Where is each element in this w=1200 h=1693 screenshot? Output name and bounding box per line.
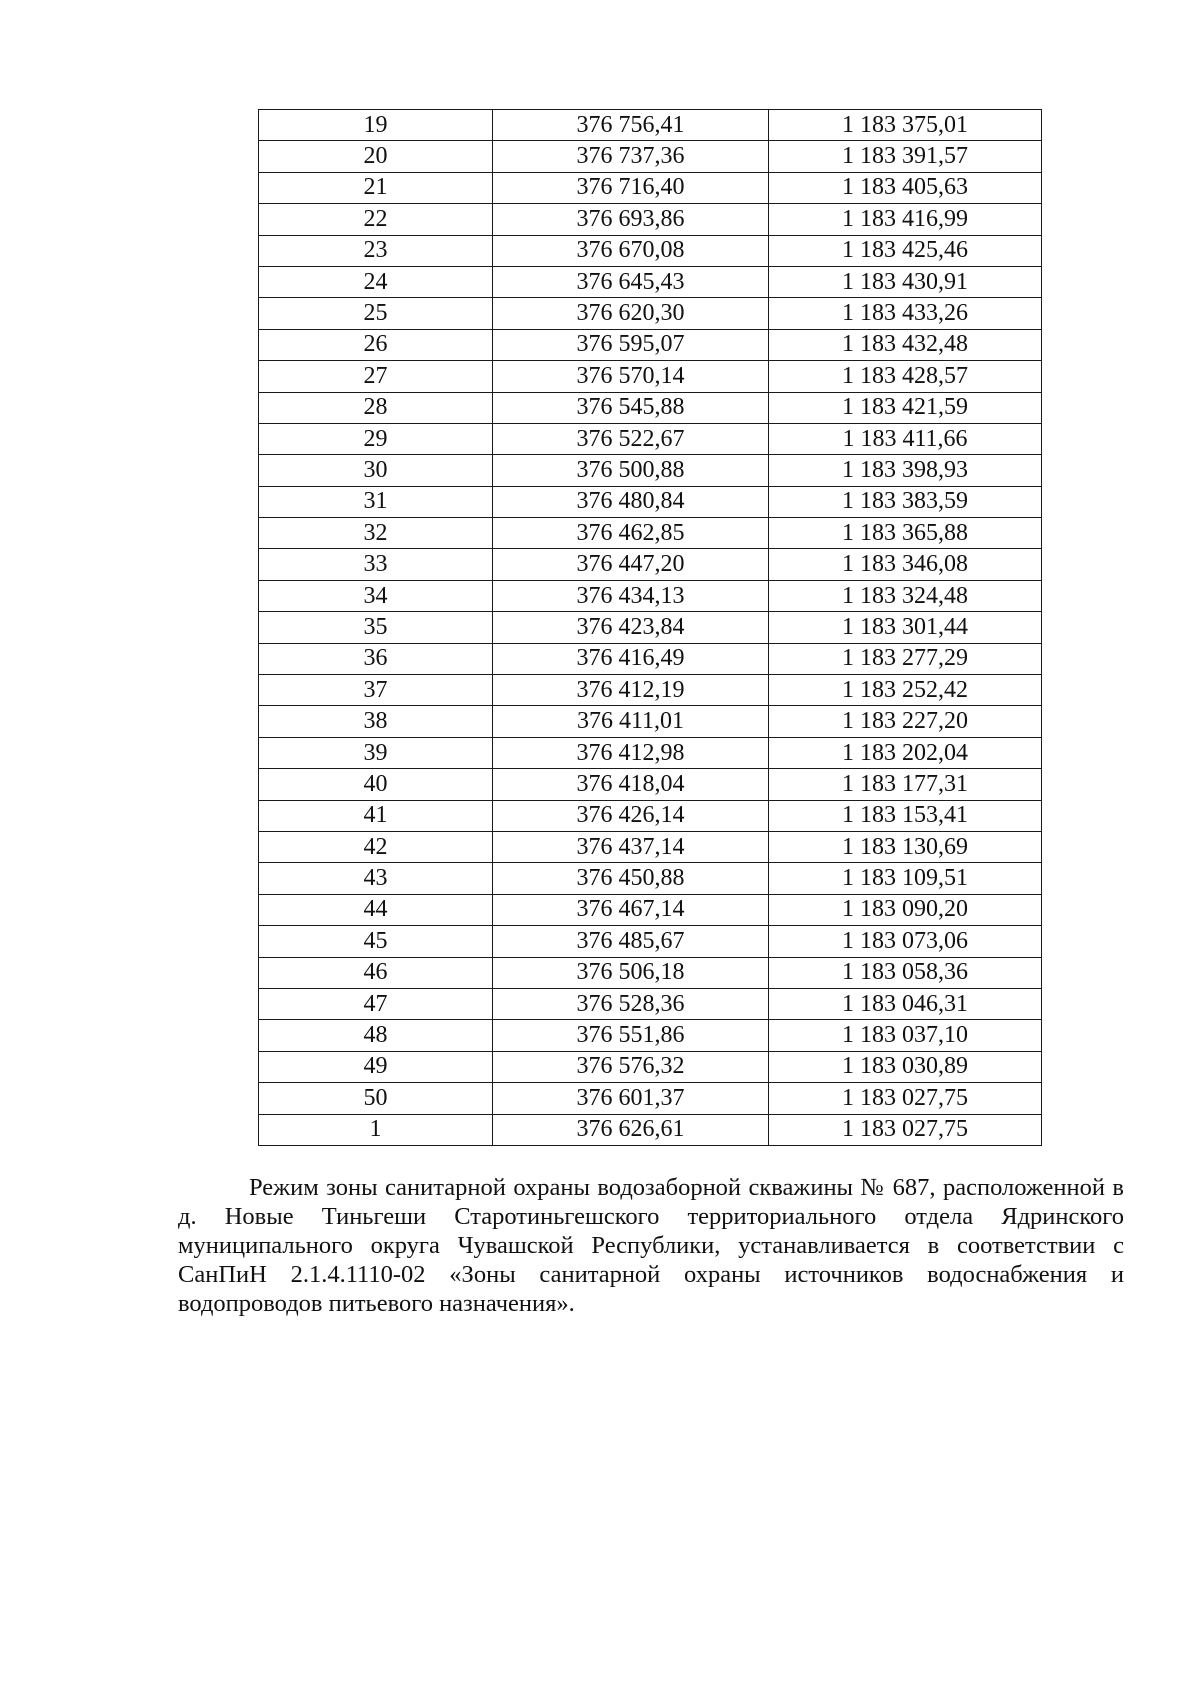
y-coordinate-cell: 1 183 177,31 [769, 769, 1042, 800]
y-coordinate-cell: 1 183 027,75 [769, 1114, 1042, 1145]
sanitary-zone-paragraph: Режим зоны санитарной охраны водозаборной скважины № 687, расположенной в д. Новые Тиньгеши Старотиньгешского территориального отдела Ядринского муниципального округа Чувашской Республики, устанавливается в соответствии с СанПиН 2.1.4.1110-02 «Зоны санитарной охраны источников водоснабжения и водопроводов питьевого назначения». [178, 1174, 1124, 1317]
table-row [259, 486, 1042, 517]
x-coordinate-cell: 376 551,86 [493, 1020, 769, 1051]
table-row [259, 110, 1042, 141]
x-coordinate-cell: 376 480,84 [493, 486, 769, 517]
x-coordinate-cell: 376 545,88 [493, 392, 769, 423]
table-row [259, 580, 1042, 611]
table-row [259, 863, 1042, 894]
x-coordinate-cell: 376 620,30 [493, 298, 769, 329]
point-number-cell: 35 [259, 612, 493, 643]
table-row [259, 204, 1042, 235]
y-coordinate-cell: 1 183 037,10 [769, 1020, 1042, 1051]
point-number-cell: 48 [259, 1020, 493, 1051]
point-number-cell: 37 [259, 675, 493, 706]
point-number-cell: 23 [259, 235, 493, 266]
x-coordinate-cell: 376 462,85 [493, 518, 769, 549]
table-row [259, 675, 1042, 706]
point-number-cell: 47 [259, 988, 493, 1019]
table-row [259, 769, 1042, 800]
table-row [259, 643, 1042, 674]
x-coordinate-cell: 376 437,14 [493, 831, 769, 862]
y-coordinate-cell: 1 183 227,20 [769, 706, 1042, 737]
point-number-cell: 43 [259, 863, 493, 894]
y-coordinate-cell: 1 183 433,26 [769, 298, 1042, 329]
point-number-cell: 45 [259, 926, 493, 957]
y-coordinate-cell: 1 183 375,01 [769, 110, 1042, 141]
table-row [259, 957, 1042, 988]
point-number-cell: 33 [259, 549, 493, 580]
table-row [259, 926, 1042, 957]
table-row [259, 172, 1042, 203]
y-coordinate-cell: 1 183 430,91 [769, 266, 1042, 297]
x-coordinate-cell: 376 645,43 [493, 266, 769, 297]
coordinates-table [258, 109, 1042, 1146]
coordinates-table-body [259, 110, 1042, 1146]
y-coordinate-cell: 1 183 391,57 [769, 141, 1042, 172]
x-coordinate-cell: 376 434,13 [493, 580, 769, 611]
table-row [259, 1114, 1042, 1145]
x-coordinate-cell: 376 447,20 [493, 549, 769, 580]
point-number-cell: 49 [259, 1051, 493, 1082]
point-number-cell: 41 [259, 800, 493, 831]
table-row [259, 266, 1042, 297]
table-row [259, 1083, 1042, 1114]
y-coordinate-cell: 1 183 058,36 [769, 957, 1042, 988]
point-number-cell: 29 [259, 423, 493, 454]
point-number-cell: 34 [259, 580, 493, 611]
x-coordinate-cell: 376 485,67 [493, 926, 769, 957]
point-number-cell: 44 [259, 894, 493, 925]
x-coordinate-cell: 376 506,18 [493, 957, 769, 988]
table-row [259, 1020, 1042, 1051]
point-number-cell: 39 [259, 737, 493, 768]
table-row [259, 423, 1042, 454]
table-row [259, 518, 1042, 549]
y-coordinate-cell: 1 183 411,66 [769, 423, 1042, 454]
y-coordinate-cell: 1 183 346,08 [769, 549, 1042, 580]
point-number-cell: 25 [259, 298, 493, 329]
table-row [259, 455, 1042, 486]
y-coordinate-cell: 1 183 425,46 [769, 235, 1042, 266]
table-row [259, 392, 1042, 423]
point-number-cell: 28 [259, 392, 493, 423]
y-coordinate-cell: 1 183 432,48 [769, 329, 1042, 360]
y-coordinate-cell: 1 183 301,44 [769, 612, 1042, 643]
y-coordinate-cell: 1 183 416,99 [769, 204, 1042, 235]
y-coordinate-cell: 1 183 421,59 [769, 392, 1042, 423]
table-row [259, 298, 1042, 329]
y-coordinate-cell: 1 183 046,31 [769, 988, 1042, 1019]
x-coordinate-cell: 376 570,14 [493, 361, 769, 392]
point-number-cell: 24 [259, 266, 493, 297]
table-row [259, 800, 1042, 831]
x-coordinate-cell: 376 528,36 [493, 988, 769, 1019]
x-coordinate-cell: 376 467,14 [493, 894, 769, 925]
y-coordinate-cell: 1 183 324,48 [769, 580, 1042, 611]
x-coordinate-cell: 376 412,19 [493, 675, 769, 706]
table-row [259, 235, 1042, 266]
x-coordinate-cell: 376 716,40 [493, 172, 769, 203]
table-row [259, 894, 1042, 925]
point-number-cell: 46 [259, 957, 493, 988]
y-coordinate-cell: 1 183 130,69 [769, 831, 1042, 862]
x-coordinate-cell: 376 522,67 [493, 423, 769, 454]
point-number-cell: 31 [259, 486, 493, 517]
y-coordinate-cell: 1 183 027,75 [769, 1083, 1042, 1114]
y-coordinate-cell: 1 183 277,29 [769, 643, 1042, 674]
y-coordinate-cell: 1 183 383,59 [769, 486, 1042, 517]
point-number-cell: 22 [259, 204, 493, 235]
point-number-cell: 40 [259, 769, 493, 800]
point-number-cell: 27 [259, 361, 493, 392]
y-coordinate-cell: 1 183 202,04 [769, 737, 1042, 768]
table-row [259, 1051, 1042, 1082]
point-number-cell: 38 [259, 706, 493, 737]
x-coordinate-cell: 376 737,36 [493, 141, 769, 172]
point-number-cell: 20 [259, 141, 493, 172]
point-number-cell: 30 [259, 455, 493, 486]
point-number-cell: 19 [259, 110, 493, 141]
x-coordinate-cell: 376 412,98 [493, 737, 769, 768]
y-coordinate-cell: 1 183 073,06 [769, 926, 1042, 957]
table-row [259, 988, 1042, 1019]
point-number-cell: 1 [259, 1114, 493, 1145]
table-row [259, 361, 1042, 392]
table-row [259, 831, 1042, 862]
table-row [259, 549, 1042, 580]
x-coordinate-cell: 376 500,88 [493, 455, 769, 486]
y-coordinate-cell: 1 183 030,89 [769, 1051, 1042, 1082]
y-coordinate-cell: 1 183 090,20 [769, 894, 1042, 925]
x-coordinate-cell: 376 693,86 [493, 204, 769, 235]
y-coordinate-cell: 1 183 252,42 [769, 675, 1042, 706]
point-number-cell: 42 [259, 831, 493, 862]
table-row [259, 329, 1042, 360]
x-coordinate-cell: 376 595,07 [493, 329, 769, 360]
table-row [259, 706, 1042, 737]
point-number-cell: 50 [259, 1083, 493, 1114]
x-coordinate-cell: 376 670,08 [493, 235, 769, 266]
table-row [259, 612, 1042, 643]
point-number-cell: 26 [259, 329, 493, 360]
x-coordinate-cell: 376 601,37 [493, 1083, 769, 1114]
y-coordinate-cell: 1 183 153,41 [769, 800, 1042, 831]
x-coordinate-cell: 376 418,04 [493, 769, 769, 800]
point-number-cell: 32 [259, 518, 493, 549]
y-coordinate-cell: 1 183 398,93 [769, 455, 1042, 486]
table-row [259, 141, 1042, 172]
table-row [259, 737, 1042, 768]
x-coordinate-cell: 376 756,41 [493, 110, 769, 141]
y-coordinate-cell: 1 183 428,57 [769, 361, 1042, 392]
x-coordinate-cell: 376 416,49 [493, 643, 769, 674]
y-coordinate-cell: 1 183 405,63 [769, 172, 1042, 203]
x-coordinate-cell: 376 423,84 [493, 612, 769, 643]
x-coordinate-cell: 376 576,32 [493, 1051, 769, 1082]
point-number-cell: 21 [259, 172, 493, 203]
y-coordinate-cell: 1 183 109,51 [769, 863, 1042, 894]
point-number-cell: 36 [259, 643, 493, 674]
y-coordinate-cell: 1 183 365,88 [769, 518, 1042, 549]
x-coordinate-cell: 376 411,01 [493, 706, 769, 737]
x-coordinate-cell: 376 426,14 [493, 800, 769, 831]
x-coordinate-cell: 376 450,88 [493, 863, 769, 894]
x-coordinate-cell: 376 626,61 [493, 1114, 769, 1145]
